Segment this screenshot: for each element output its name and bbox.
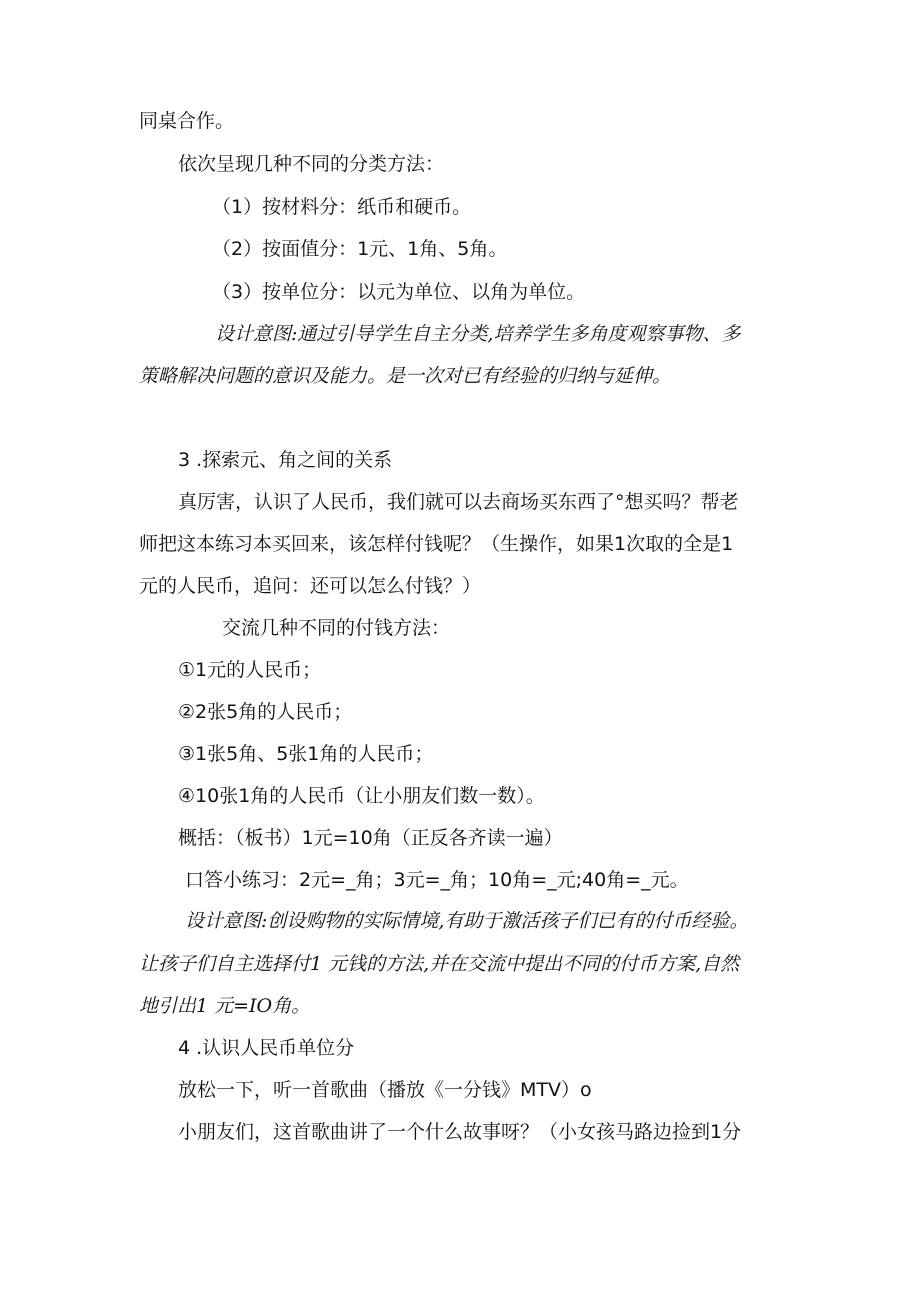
text-line: 依次呈现几种不同的分类方法： <box>178 153 445 175</box>
list-item: ①1元的人民币； <box>178 659 322 681</box>
text-line: 师把这本练习本买回来，该怎样付钱呢？（生操作，如果1次取的全是1 <box>139 533 734 555</box>
list-item: （1）按材料分：纸币和硬币。 <box>212 196 472 218</box>
list-item: （2）按面值分：1元、1角、5角。 <box>212 238 508 260</box>
text-line: 小朋友们，这首歌曲讲了一个什么故事呀？（小女孩马路边捡到1分 <box>178 1121 742 1143</box>
design-intent-text: 策略解决问题的意识及能力。是一次对已有经验的归纳与延伸。 <box>139 365 672 387</box>
list-item: ③1张5角、5张1角的人民币； <box>178 743 434 765</box>
text-line: 真厉害，认识了人民币，我们就可以去商场买东西了°想买吗？帮老 <box>178 491 739 513</box>
section-heading: 3 .探索元、角之间的关系 <box>178 449 393 471</box>
summary-line: 概括：（板书）1元=10角（正反各齐读一遍） <box>178 827 563 849</box>
list-item: ②2张5角的人民币； <box>178 701 353 723</box>
text-line: 交流几种不同的付钱方法： <box>222 617 451 639</box>
design-intent-text: 设计意图:通过引导学生自主分类,培养学生多角度观察事物、多 <box>215 323 741 345</box>
design-intent-text: 设计意图:创设购物的实际情境,有助于激活孩子们已有的付币经验。 <box>185 910 749 932</box>
design-intent-text: 地引出1 元=IO角。 <box>139 995 311 1017</box>
text-line: 同桌合作。 <box>139 110 235 132</box>
list-item: ④10张1角的人民币（让小朋友们数一数）。 <box>178 785 545 807</box>
text-line: 元的人民币，追问：还可以怎么付钱？） <box>139 575 482 597</box>
section-heading: 4 .认识人民币单位分 <box>178 1037 355 1059</box>
list-item: （3）按单位分：以元为单位、以角为单位。 <box>212 281 586 303</box>
exercise-line: 口答小练习：2元=_角；3元=_角；10角=_元;40角=_元。 <box>185 869 689 891</box>
design-intent-text: 让孩子们自主选择付1 元钱的方法,并在交流中提出不同的付币方案,自然 <box>139 953 740 975</box>
text-line: 放松一下，听一首歌曲（播放《一分钱》MTV）o <box>178 1079 592 1101</box>
